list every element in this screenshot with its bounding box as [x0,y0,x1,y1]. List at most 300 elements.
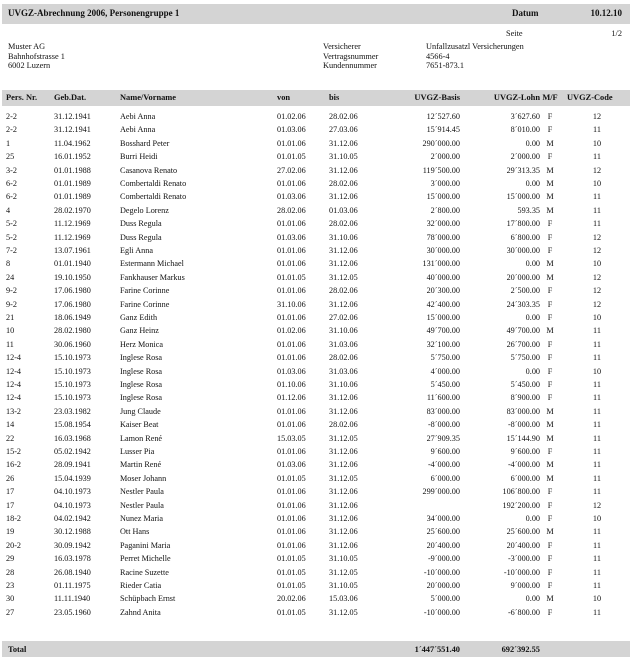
cell-uvgz-basis: 5´000.00 [430,594,460,604]
cell-mf: F [547,607,553,617]
cell-name: Estermann Michael [120,259,184,269]
cell-name: Aebi Anna [120,112,156,121]
cell-mf: F [547,554,553,564]
cell-uvgz-code: 10 [592,138,602,148]
cell-von: 01.01.06 [277,259,306,269]
cell-geb-dat: 04.10.1973 [54,487,91,497]
cell-uvgz-lohn: 29´313.35 [506,165,540,175]
cell-pers-nr: 8 [6,259,11,269]
cell-uvgz-code: 12 [592,112,602,121]
cell-uvgz-code: 11 [593,473,601,483]
cell-von: 01.01.06 [277,339,306,349]
cell-uvgz-basis: 290´000.00 [422,138,460,148]
cell-uvgz-code: 11 [593,205,601,215]
cell-name: Egli Anna [120,246,153,255]
datum-value: 10.12.10 [590,8,622,18]
cell-name: Aebi Anna [120,125,156,135]
cell-geb-dat: 01.01.1988 [54,165,91,175]
cell-uvgz-basis: 34´000.00 [426,514,460,523]
cell-uvgz-lohn: 3´627.60 [510,112,540,121]
cell-mf: M [546,527,554,537]
cell-von: 01.01.05 [277,567,306,577]
cell-bis: 31.10.05 [329,152,358,162]
cell-von: 01.01.06 [277,313,306,322]
address-line-1: Muster AG [8,42,46,51]
cell-name: Inglese Rosa [120,366,163,376]
cell-von: 01.01.05 [277,607,306,617]
cell-von: 01.12.06 [277,393,306,403]
cell-bis: 31.12.06 [329,138,358,148]
cell-pers-nr: 4 [6,205,11,215]
cell-uvgz-lohn: 0.00 [525,514,540,523]
cell-uvgz-lohn: 6´000.00 [510,473,540,483]
cell-uvgz-lohn: 593.35 [517,205,540,215]
cell-pers-nr: 28 [6,567,15,577]
cell-uvgz-code: 10 [592,514,602,523]
cell-name: Schüpbach Ernst [120,594,176,604]
cell-von: 01.01.06 [277,286,306,296]
cell-uvgz-basis: 12´527.60 [426,112,460,121]
cell-bis: 15.03.06 [329,594,358,604]
cell-pers-nr: 16-2 [6,460,22,470]
cell-pers-nr: 20-2 [6,540,22,550]
cell-von: 01.01.06 [277,219,306,229]
cell-von: 01.01.06 [277,527,306,537]
cell-uvgz-basis: 49´700.00 [426,326,460,336]
cell-geb-dat: 30.12.1988 [54,527,91,537]
cell-uvgz-code: 11 [593,581,601,590]
cell-uvgz-code: 12 [592,500,602,510]
cell-geb-dat: 05.02.1942 [54,447,91,456]
cell-name: Herz Monica [120,339,163,349]
cell-von: 01.01.06 [277,500,306,510]
cell-mf: M [546,192,554,202]
cell-mf: F [547,540,553,550]
cell-uvgz-basis: 78´000.00 [426,232,460,242]
cell-pers-nr: 9-2 [6,286,17,296]
cell-pers-nr: 2-2 [6,125,17,135]
cell-geb-dat: 04.02.1942 [54,514,91,523]
cell-von: 01.02.06 [277,326,306,336]
cell-uvgz-lohn: -6´800.00 [507,607,540,617]
cell-mf: F [547,380,553,389]
cell-uvgz-code: 11 [593,420,601,430]
cell-bis: 31.10.05 [329,554,358,564]
cell-geb-dat: 15.10.1973 [54,393,91,403]
cell-name: Ganz Edith [120,313,158,322]
address-line-3: 6002 Luzern [8,61,51,71]
cell-uvgz-basis: 20´000.00 [426,581,460,590]
cell-mf: M [546,406,554,416]
cell-pers-nr: 30 [6,594,15,604]
cell-pers-nr: 23 [6,581,15,590]
cell-von: 01.03.06 [277,460,306,470]
cell-uvgz-code: 11 [593,567,601,577]
cell-von: 01.01.06 [277,179,306,188]
cell-uvgz-lohn: 0.00 [525,138,540,148]
cell-bis: 31.03.06 [329,339,358,349]
address-line-2: Bahnhofstrasse 1 [8,51,65,61]
cell-uvgz-lohn: 15´000.00 [506,192,540,202]
cell-mf: F [547,514,553,523]
cell-uvgz-basis: 5´450.00 [430,380,460,389]
cell-pers-nr: 3-2 [6,165,17,175]
cell-geb-dat: 31.12.1941 [54,125,91,135]
cell-uvgz-code: 11 [593,380,601,389]
cell-pers-nr: 5-2 [6,219,17,229]
cell-bis: 31.12.06 [329,299,358,309]
cell-uvgz-basis: -4´000.00 [427,460,460,470]
cell-uvgz-basis: 15´000.00 [426,313,460,322]
cell-uvgz-lohn: 2´500.00 [510,286,540,296]
cell-uvgz-code: 11 [593,527,601,537]
cell-uvgz-lohn: -8´000.00 [507,420,540,430]
cell-uvgz-code: 10 [592,594,602,604]
cell-von: 31.10.06 [277,299,306,309]
cell-pers-nr: 12-4 [6,353,22,363]
cell-uvgz-code: 11 [593,219,601,229]
cell-pers-nr: 1 [6,138,11,148]
cell-pers-nr: 29 [6,554,15,564]
cell-uvgz-code: 12 [592,272,602,282]
cell-uvgz-code: 10 [592,259,602,269]
cell-name: Degelo Lorenz [120,205,169,215]
cell-geb-dat: 01.01.1989 [54,179,91,188]
cell-uvgz-lohn: 30´000.00 [506,246,540,255]
cell-pers-nr: 9-2 [6,299,17,309]
cell-von: 01.01.06 [277,138,306,148]
cell-geb-dat: 01.01.1989 [54,192,91,202]
cell-von: 28.02.06 [277,205,306,215]
cell-pers-nr: 18-2 [6,514,22,523]
cell-uvgz-lohn: 0.00 [525,179,540,188]
cell-name: Nunez Maria [120,514,163,523]
col-header-basis: UVGZ-Basis [414,93,460,102]
cell-mf: F [547,125,553,135]
cell-von: 01.10.06 [277,380,306,389]
kundennummer-label: Kundennummer [323,61,377,71]
cell-bis: 28.02.06 [329,179,358,188]
cell-bis: 31.10.05 [329,581,358,590]
cell-mf: F [547,152,553,162]
cell-name: Kaiser Beat [120,420,159,430]
cell-uvgz-basis: 6´000.00 [430,473,460,483]
cell-name: Duss Regula [120,219,162,229]
cell-mf: F [547,487,553,497]
cell-bis: 28.02.06 [329,420,358,430]
cell-geb-dat: 18.06.1949 [54,313,91,322]
cell-bis: 28.02.06 [329,219,358,229]
cell-geb-dat: 15.08.1954 [54,420,91,430]
cell-uvgz-code: 11 [593,393,601,403]
cell-uvgz-basis: 131´000.00 [422,259,460,269]
cell-uvgz-lohn: 20´400.00 [506,540,540,550]
cell-uvgz-lohn: 0.00 [525,313,540,322]
cell-uvgz-basis: 299´000.00 [422,487,460,497]
cell-uvgz-lohn: 0.00 [525,594,540,604]
cell-von: 01.01.05 [277,152,306,162]
cell-von: 01.01.05 [277,473,306,483]
cell-von: 01.01.06 [277,514,306,523]
cell-von: 01.01.06 [277,487,306,497]
col-header-bis: bis [329,93,340,102]
col-header-mf: M/F [542,93,558,102]
cell-uvgz-lohn: 0.00 [525,259,540,269]
cell-uvgz-lohn: 5´750.00 [510,353,540,363]
cell-name: Lamon René [120,433,163,443]
cell-uvgz-basis: -9´000.00 [427,554,460,564]
cell-bis: 31.12.06 [329,460,358,470]
cell-uvgz-basis: 27´909.35 [426,433,460,443]
cell-uvgz-basis: 5´750.00 [430,353,460,363]
cell-pers-nr: 13-2 [6,406,22,416]
cell-name: Jung Claude [120,406,161,416]
cell-pers-nr: 14 [6,420,15,430]
cell-mf: F [547,366,553,376]
cell-name: Combertaldi Renato [120,192,187,202]
cell-pers-nr: 5-2 [6,232,17,242]
cell-name: Martin René [120,460,162,470]
insurance-values [426,42,524,71]
cell-uvgz-code: 11 [593,447,601,456]
cell-pers-nr: 19 [6,527,15,537]
cell-von: 20.02.06 [277,594,306,604]
col-header-code: UVGZ-Code [567,93,613,102]
cell-pers-nr: 15-2 [6,447,22,456]
cell-uvgz-basis: 119´500.00 [422,165,460,175]
cell-uvgz-basis: 20´400.00 [426,540,460,550]
cell-bis: 31.12.05 [329,433,358,443]
cell-uvgz-basis: 32´000.00 [426,219,460,229]
cell-mf: F [547,500,553,510]
cell-uvgz-code: 11 [593,487,601,497]
col-header-von: von [277,93,291,102]
cell-name: Fankhauser Markus [120,272,185,282]
cell-pers-nr: 6-2 [6,179,17,188]
cell-uvgz-basis: -10´000.00 [423,607,460,617]
cell-uvgz-code: 12 [592,286,602,296]
cell-geb-dat: 04.10.1973 [54,500,91,510]
cell-uvgz-code: 11 [593,554,601,564]
cell-mf: M [546,594,554,604]
cell-uvgz-code: 10 [592,313,602,322]
cell-von: 01.01.06 [277,246,306,255]
cell-name: Paganini Maria [120,540,171,550]
col-header-name: Name/Vorname [120,93,176,102]
cell-uvgz-basis: 83´000.00 [426,406,460,416]
cell-uvgz-code: 12 [592,299,602,309]
cell-geb-dat: 11.12.1969 [54,232,91,242]
cell-uvgz-basis: 9´600.00 [430,447,460,456]
cell-uvgz-code: 10 [592,366,602,376]
cell-uvgz-code: 11 [593,326,601,336]
cell-bis: 27.03.06 [329,125,358,135]
cell-geb-dat: 30.06.1960 [54,339,91,349]
cell-uvgz-code: 12 [592,232,602,242]
vertragsnummer-label: Vertragsnummer [323,51,379,61]
cell-uvgz-lohn: 24´303.35 [506,299,540,309]
cell-geb-dat: 11.04.1962 [54,138,91,148]
cell-bis: 31.12.06 [329,192,358,202]
cell-uvgz-code: 11 [593,433,601,443]
cell-pers-nr: 24 [6,272,15,282]
versicherer-value: Unfallzusatzl Versicherungen [426,42,524,51]
cell-geb-dat: 19.10.1950 [54,272,91,282]
cell-uvgz-code: 11 [593,339,601,349]
cell-mf: F [547,393,553,403]
cell-geb-dat: 23.05.1960 [54,607,91,617]
cell-mf: M [546,473,554,483]
cell-von: 01.02.06 [277,112,306,121]
cell-uvgz-lohn: 9´600.00 [510,447,540,456]
cell-name: Lusser Pia [120,447,155,456]
cell-geb-dat: 15.10.1973 [54,353,91,363]
cell-uvgz-basis: 32´100.00 [426,339,460,349]
cell-bis: 31.12.05 [329,607,358,617]
cell-bis: 01.03.06 [329,205,358,215]
col-header-nr: Pers. Nr. [6,93,38,102]
cell-uvgz-basis: 15´000.00 [426,192,460,202]
kundennummer-value: 7651-873.1 [426,61,465,71]
insurance-labels [323,42,378,71]
cell-geb-dat: 31.12.1941 [54,112,91,121]
cell-bis: 31.12.06 [329,259,358,269]
cell-mf: M [546,326,554,336]
cell-geb-dat: 23.03.1982 [54,406,91,416]
cell-geb-dat: 01.01.1940 [54,259,91,269]
cell-bis: 31.03.06 [329,366,358,376]
cell-uvgz-code: 11 [593,353,601,363]
cell-bis: 31.12.05 [329,473,358,483]
cell-name: Combertaldi Renato [120,179,187,188]
cell-uvgz-code: 11 [593,540,601,550]
cell-uvgz-lohn: 9´000.00 [510,581,540,590]
cell-uvgz-lohn: 2´000.00 [510,152,540,162]
cell-bis: 31.12.06 [329,165,358,175]
cell-name: Inglese Rosa [120,393,163,403]
cell-uvgz-lohn: 15´144.90 [506,433,540,443]
cell-bis: 31.10.06 [329,326,358,336]
cell-name: Casanova Renato [120,165,178,175]
cell-bis: 31.12.06 [329,447,358,456]
cell-pers-nr: 12-4 [6,366,22,376]
cell-uvgz-basis: 4´000.00 [430,366,460,376]
cell-geb-dat: 15.10.1973 [54,366,91,376]
cell-uvgz-basis: 2´800.00 [430,205,460,215]
cell-pers-nr: 2-2 [6,112,17,121]
cell-mf: F [547,447,553,456]
cell-bis: 31.12.06 [329,514,358,523]
cell-name: Duss Regula [120,232,162,242]
cell-von: 01.01.06 [277,447,306,456]
cell-uvgz-basis: 25´600.00 [426,527,460,537]
cell-von: 01.03.06 [277,192,306,202]
cell-uvgz-lohn: 17´800.00 [506,219,540,229]
cell-bis: 28.02.06 [329,286,358,296]
cell-mf: F [547,299,553,309]
cell-bis: 28.02.06 [329,353,358,363]
cell-name: Nestler Paula [120,487,164,497]
cell-bis: 31.10.06 [329,232,358,242]
cell-von: 01.01.05 [277,581,306,590]
cell-uvgz-code: 12 [592,246,602,255]
cell-uvgz-lohn: -4´000.00 [507,460,540,470]
cell-von: 01.01.06 [277,540,306,550]
cell-name: Racine Suzette [120,567,169,577]
cell-mf: F [547,339,553,349]
cell-uvgz-lohn: 5´450.00 [510,380,540,389]
col-header-geb: Geb.Dat. [54,93,87,102]
cell-geb-dat: 17.06.1980 [54,299,91,309]
total-label: Total [8,645,27,654]
cell-geb-dat: 28.02.1980 [54,326,91,336]
cell-bis: 27.02.06 [329,313,358,322]
cell-pers-nr: 17 [6,500,15,510]
cell-uvgz-basis: 40´000.00 [426,272,460,282]
company-address [8,42,65,71]
cell-uvgz-basis: -10´000.00 [423,567,460,577]
total-lohn: 692´392.55 [501,645,540,654]
cell-geb-dat: 30.09.1942 [54,540,91,550]
cell-geb-dat: 16.03.1968 [54,433,91,443]
cell-von: 01.01.06 [277,406,306,416]
cell-mf: F [547,353,553,363]
cell-uvgz-lohn: 8´900.00 [510,393,540,403]
cell-mf: F [547,581,553,590]
cell-geb-dat: 26.08.1940 [54,567,91,577]
cell-geb-dat: 11.12.1969 [54,219,91,229]
cell-bis: 31.12.06 [329,500,358,510]
cell-geb-dat: 11.11.1940 [54,594,91,604]
vertragsnummer-value: 4566-4 [426,51,450,61]
cell-uvgz-lohn: 192´200.00 [502,500,540,510]
cell-name: Ganz Heinz [120,326,159,336]
cell-mf: M [546,460,554,470]
cell-von: 01.01.05 [277,272,306,282]
cell-pers-nr: 12-4 [6,393,22,403]
cell-von: 01.01.06 [277,420,306,430]
cell-bis: 31.10.06 [329,380,358,389]
cell-geb-dat: 13.07.1961 [54,246,91,255]
cell-bis: 31.12.06 [329,487,358,497]
seite-label: Seite [506,29,523,38]
cell-pers-nr: 11 [6,339,14,349]
cell-mf: F [547,246,553,255]
cell-bis: 31.12.06 [329,246,358,255]
cell-von: 01.03.06 [277,125,306,135]
cell-uvgz-code: 11 [593,460,601,470]
cell-bis: 31.12.06 [329,393,358,403]
cell-mf: M [546,272,554,282]
cell-name: Nestler Paula [120,500,164,510]
cell-bis: 31.12.06 [329,406,358,416]
cell-uvgz-lohn: 106´800.00 [502,487,540,497]
cell-name: Perret Michelle [120,554,171,564]
cell-name: Burri Heidi [120,152,158,162]
cell-uvgz-lohn: 25´600.00 [506,527,540,537]
cell-pers-nr: 22 [6,433,15,443]
cell-geb-dat: 17.06.1980 [54,286,91,296]
cell-uvgz-lohn: -3´000.00 [507,554,540,564]
cell-uvgz-basis: 20´300.00 [426,286,460,296]
cell-geb-dat: 16.03.1978 [54,554,91,564]
cell-name: Inglese Rosa [120,380,163,389]
cell-uvgz-basis: 11´600.00 [426,393,460,403]
cell-pers-nr: 21 [6,313,15,322]
cell-von: 01.01.06 [277,353,306,363]
cell-geb-dat: 01.11.1975 [54,581,91,590]
report-title: UVGZ-Abrechnung 2006, Personengruppe 1 [8,8,180,18]
